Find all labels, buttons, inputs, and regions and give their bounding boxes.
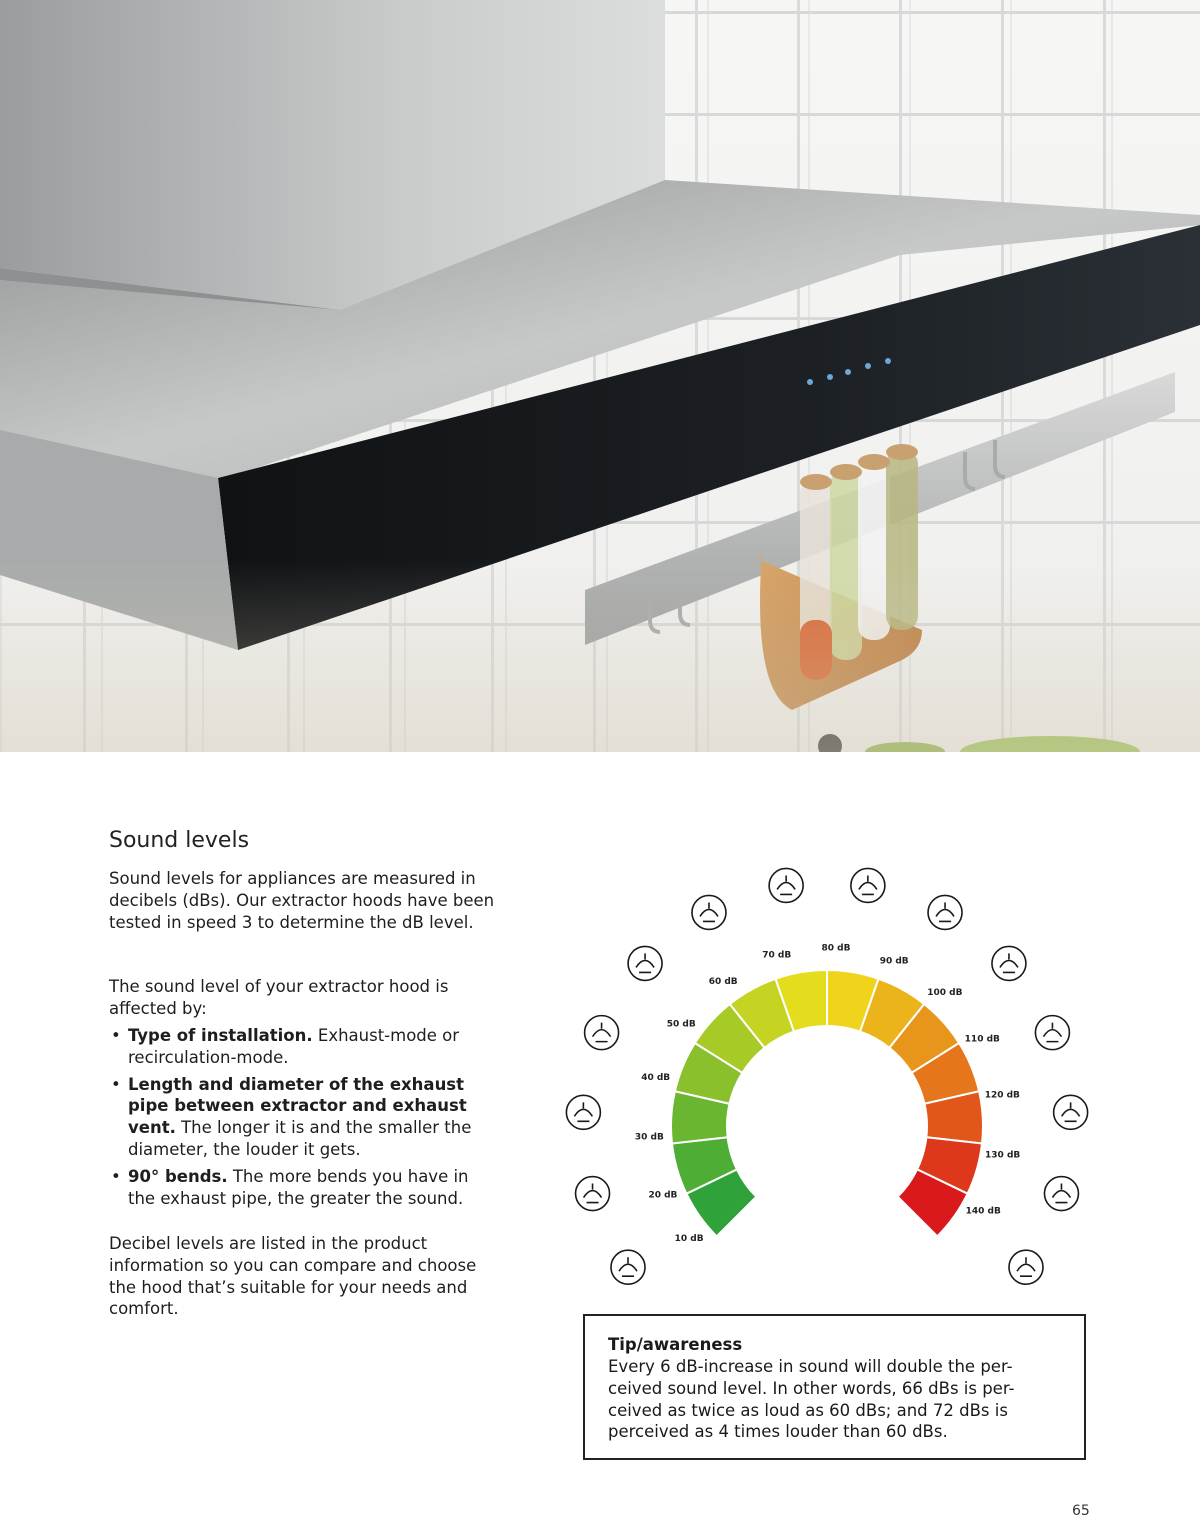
airplane-icon	[1044, 1177, 1078, 1211]
hair-dryer-icon	[928, 895, 962, 929]
db-tick-label: 100 dB	[927, 988, 963, 999]
rustling-leaves-icon	[576, 1177, 610, 1211]
bullet-bold: Type of installation.	[128, 1026, 313, 1045]
list-item	[109, 1074, 489, 1161]
db-tick-label: 20 dB	[648, 1190, 678, 1201]
refrigerator-icon	[585, 1016, 619, 1050]
tip-body: Every 6 dB-increase in sound will double the per-ceived sound level. In other words, 66 dBs is per-ceived as twice as loud as 60 dBs; and 72 dBs is perceived as 4 times louder than 60 dBs.	[608, 1357, 1015, 1442]
bullet-bold: Length and diameter of the exhaust pipe between extractor and exhaust vent.	[128, 1074, 467, 1138]
db-tick-label: 60 dB	[708, 976, 738, 987]
db-tick-label: 10 dB	[674, 1234, 704, 1245]
closing-paragraph: Decibel levels are listed in the product information so you can compare and choose the hood that’s suitable for your needs and comfort.	[109, 1234, 477, 1319]
list-item	[109, 1166, 489, 1210]
db-tick-label: 140 dB	[965, 1206, 1001, 1217]
db-tick-label: 30 dB	[634, 1132, 664, 1143]
section-heading: Sound levels	[109, 828, 250, 853]
conversation-icon	[692, 895, 726, 929]
factor-list	[109, 1025, 489, 1214]
affected-paragraph: The sound level of your extractor hood is affected by:	[109, 977, 449, 1018]
chainsaw-icon	[1035, 1016, 1069, 1050]
tip-box	[583, 1314, 1086, 1460]
db-tick-label: 90 dB	[879, 956, 909, 967]
bullet-text: Exhaust-mode or recirculation-mode.	[128, 1026, 460, 1067]
db-tick-label: 110 dB	[964, 1034, 1000, 1045]
decibel-gauge-chart	[555, 800, 1115, 1290]
helicopter-icon	[992, 946, 1026, 980]
db-tick-label: 80 dB	[821, 943, 851, 954]
db-tick-label: 120 dB	[984, 1090, 1020, 1101]
db-tick-label: 70 dB	[762, 950, 792, 961]
ambulance-icon	[1054, 1095, 1088, 1129]
page-number: 65	[1072, 1503, 1090, 1519]
whispering-icon	[566, 1095, 600, 1129]
list-item	[109, 1025, 489, 1069]
fireworks-icon	[1009, 1250, 1043, 1284]
tip-title: Tip/awareness	[608, 1335, 743, 1354]
hero-photo	[0, 0, 1200, 752]
vacuum-cleaner-icon	[851, 868, 885, 902]
intro-paragraph: Sound levels for appliances are measured in decibels (dBs). Our extractor hoods have been tested in speed 3 to determine the dB level.	[109, 869, 495, 932]
bullet-text: The more bends you have in the exhaust pipe, the greater the sound.	[128, 1166, 469, 1208]
db-tick-label: 50 dB	[666, 1019, 696, 1030]
db-tick-label: 40 dB	[641, 1073, 671, 1084]
db-tick-label: 130 dB	[985, 1150, 1021, 1161]
rain-icon	[628, 946, 662, 980]
bullet-bold: 90° bends.	[128, 1166, 228, 1186]
breathing-icon	[611, 1250, 645, 1284]
traffic-icon	[769, 868, 803, 902]
bullet-text: The longer it is and the smaller the diameter, the louder it gets.	[128, 1118, 472, 1159]
